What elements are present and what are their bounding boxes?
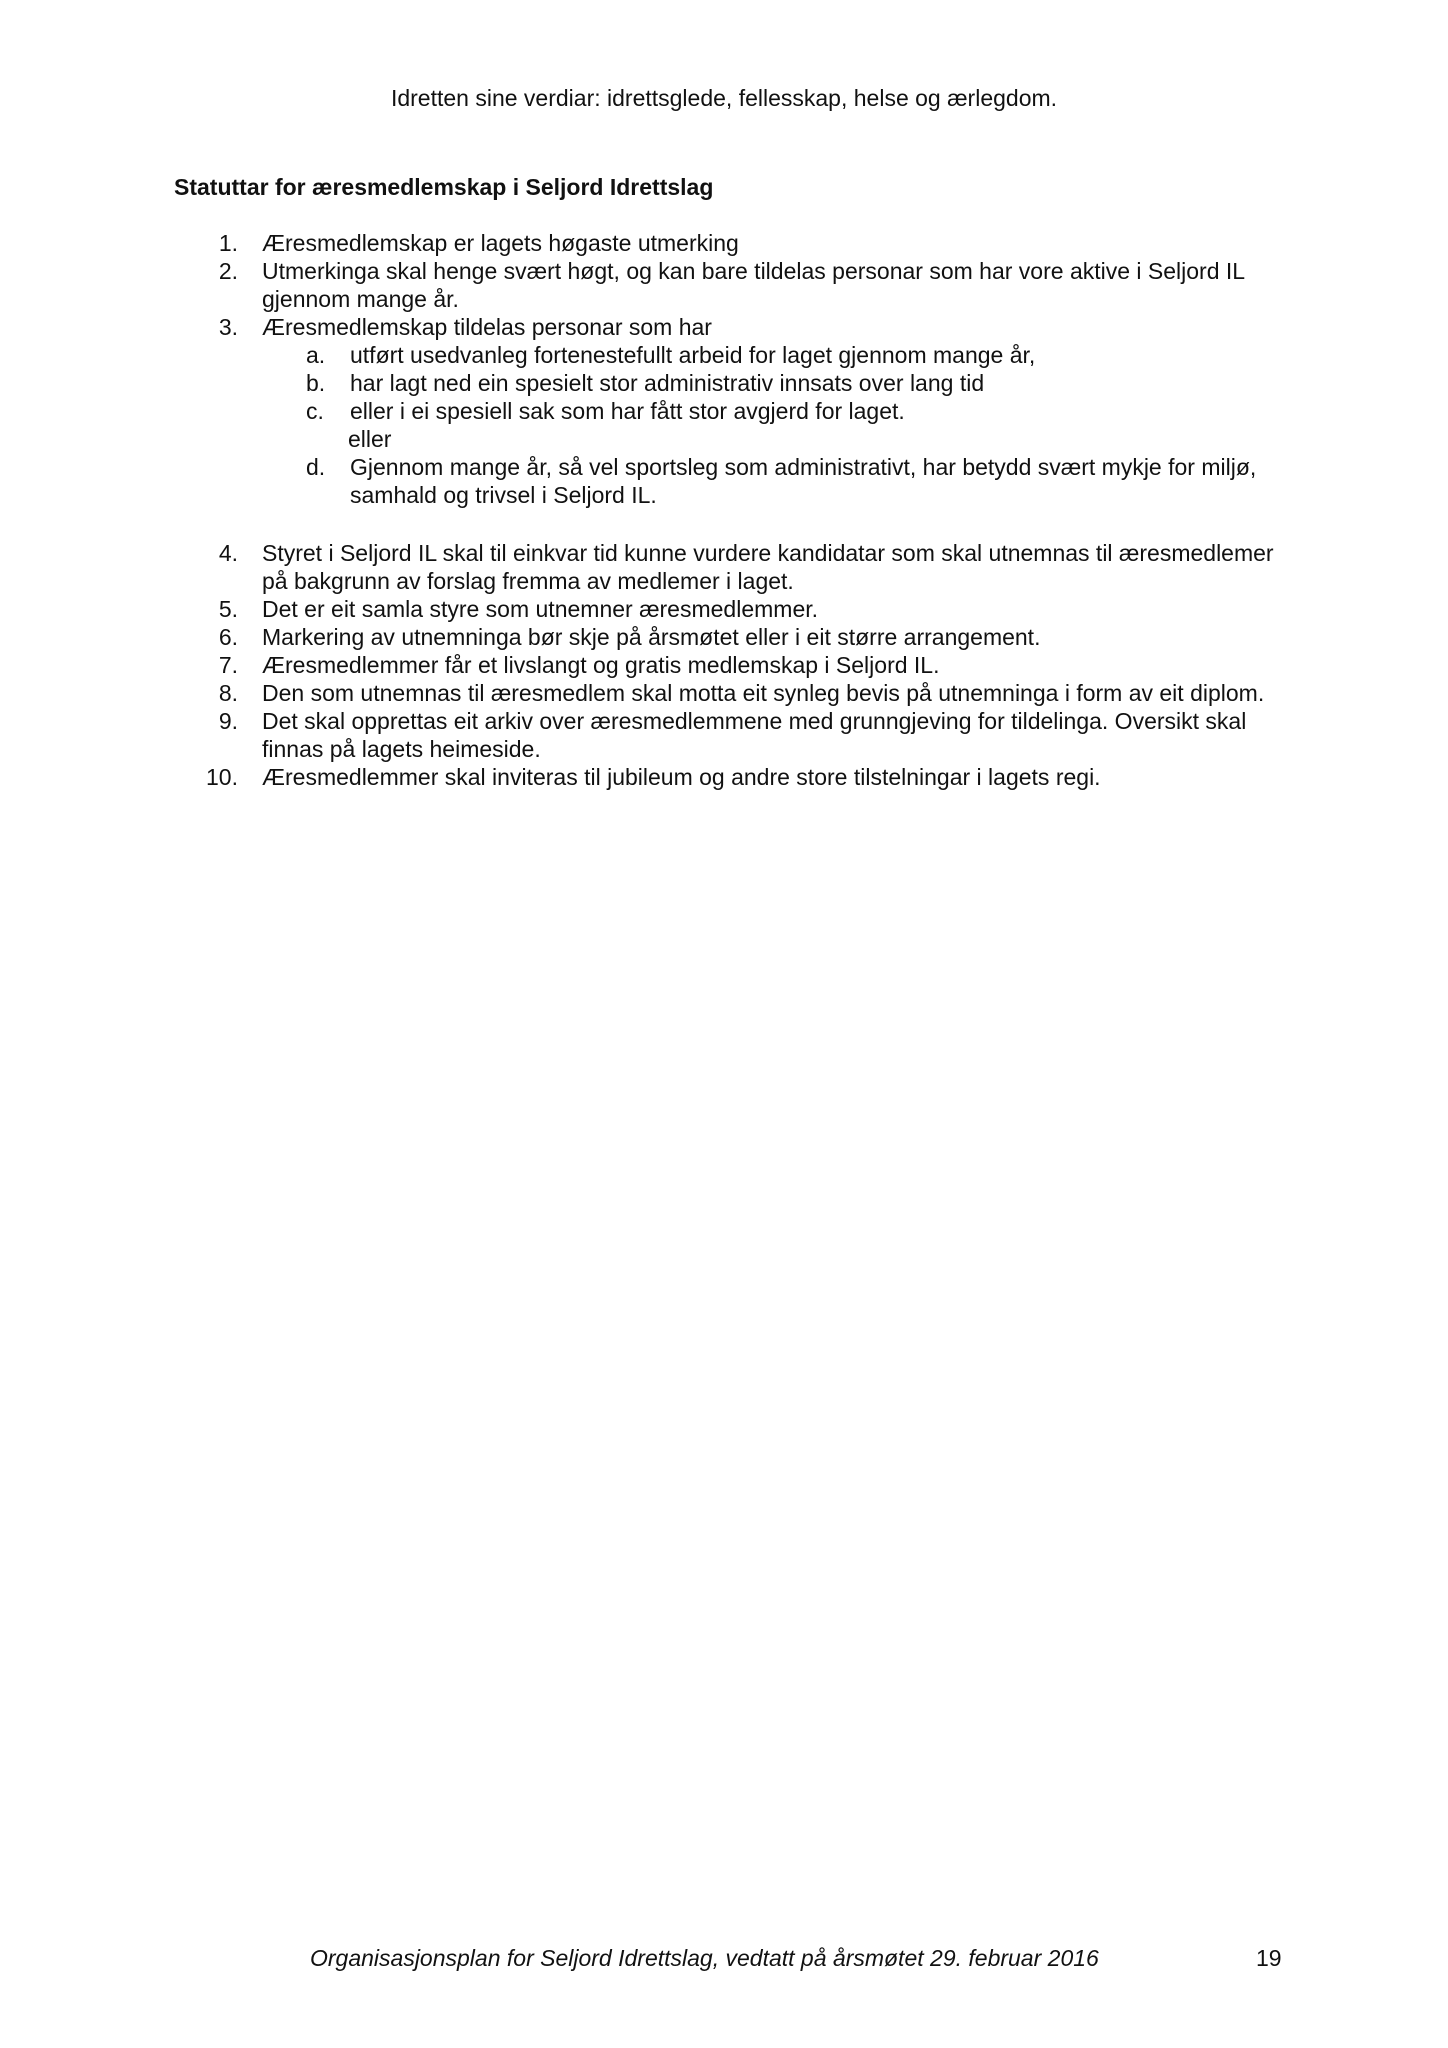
item-text: Den som utnemnas til æresmedlem skal motta eit synleg bevis på utnemninga i form av eit diplom. [262, 680, 1265, 706]
item-text: Styret i Seljord IL skal til einkvar tid kunne vurdere kandidatar som skal utnemnas til æresmedlemer på bakgrunn av forslag fremma av medlemer i laget. [262, 540, 1274, 594]
list-item [174, 313, 1294, 509]
item-text: Det er eit samla styre som utnemner æresmedlemmer. [262, 596, 819, 622]
section-heading: Statuttar for æresmedlemskap i Seljord Idrettslag [174, 174, 714, 200]
footer-text: Organisasjonsplan for Seljord Idrettslag, vedtatt på årsmøtet 29. februar 2016 [310, 1945, 1099, 1971]
sub-item-text: Gjennom mange år, så vel sportsleg som administrativt, har betydd svært mykje for miljø, samhald og trivsel i Seljord IL. [350, 454, 1257, 508]
header-values-line: Idretten sine verdiar: idrettsglede, fellesskap, helse og ærlegdom. [390, 85, 1058, 111]
item-text: Utmerkinga skal henge svært høgt, og kan bare tildelas personar som har vore aktive i Seljord IL gjennom mange år. [262, 258, 1245, 312]
list-item [174, 539, 1294, 595]
connector-text: eller [348, 426, 392, 452]
sub-list-item [262, 453, 1294, 509]
item-number: 1. [218, 230, 238, 256]
sub-item-text: har lagt ned ein spesielt stor administrativ innsats over lang tid [350, 370, 985, 396]
page-number: 19 [1256, 1945, 1282, 1971]
sub-item-label: d. [306, 454, 326, 480]
list-item [174, 229, 1294, 257]
statutes-list-part2 [174, 539, 1294, 791]
item-number: 5. [218, 596, 238, 622]
list-item [174, 679, 1294, 707]
sub-item-label: b. [306, 370, 326, 396]
list-item [174, 763, 1294, 791]
sub-item-label: a. [306, 342, 326, 368]
item-text: Æresmedlemskap er lagets høgaste utmerking [262, 230, 739, 256]
sub-list [262, 341, 1294, 509]
item-text: Æresmedlemmer får et livslangt og gratis medlemskap i Seljord IL. [262, 652, 940, 678]
sub-list-item [262, 397, 1294, 425]
item-number: 6. [218, 624, 238, 650]
sub-item-text: eller i ei spesiell sak som har fått stor avgjerd for laget. [350, 398, 905, 424]
item-text: Æresmedlemskap tildelas personar som har [262, 314, 712, 340]
item-text: Det skal opprettas eit arkiv over æresmedlemmene med grunngjeving for tildelinga. Oversikt skal finnas på lagets heimeside. [262, 708, 1247, 762]
item-text: Æresmedlemmer skal inviteras til jubileum og andre store tilstelningar i lagets regi. [262, 764, 1101, 790]
list-item [174, 707, 1294, 763]
item-number: 7. [218, 652, 238, 678]
list-item [174, 651, 1294, 679]
sub-item-text: utført usedvanleg fortenestefullt arbeid for laget gjennom mange år, [350, 342, 1036, 368]
sub-list-item [262, 369, 1294, 397]
list-item [174, 623, 1294, 651]
item-number: 9. [218, 708, 238, 734]
item-number: 8. [218, 680, 238, 706]
item-text: Markering av utnemninga bør skje på årsmøtet eller i eit større arrangement. [262, 624, 1041, 650]
sub-list-item [262, 341, 1294, 369]
item-number: 10. [206, 764, 238, 790]
item-number: 3. [218, 314, 238, 340]
sub-item-label: c. [306, 398, 324, 424]
item-number: 2. [218, 258, 238, 284]
list-item [174, 595, 1294, 623]
list-item [174, 257, 1294, 313]
item-number: 4. [218, 540, 238, 566]
statutes-list-part1 [174, 229, 1294, 509]
